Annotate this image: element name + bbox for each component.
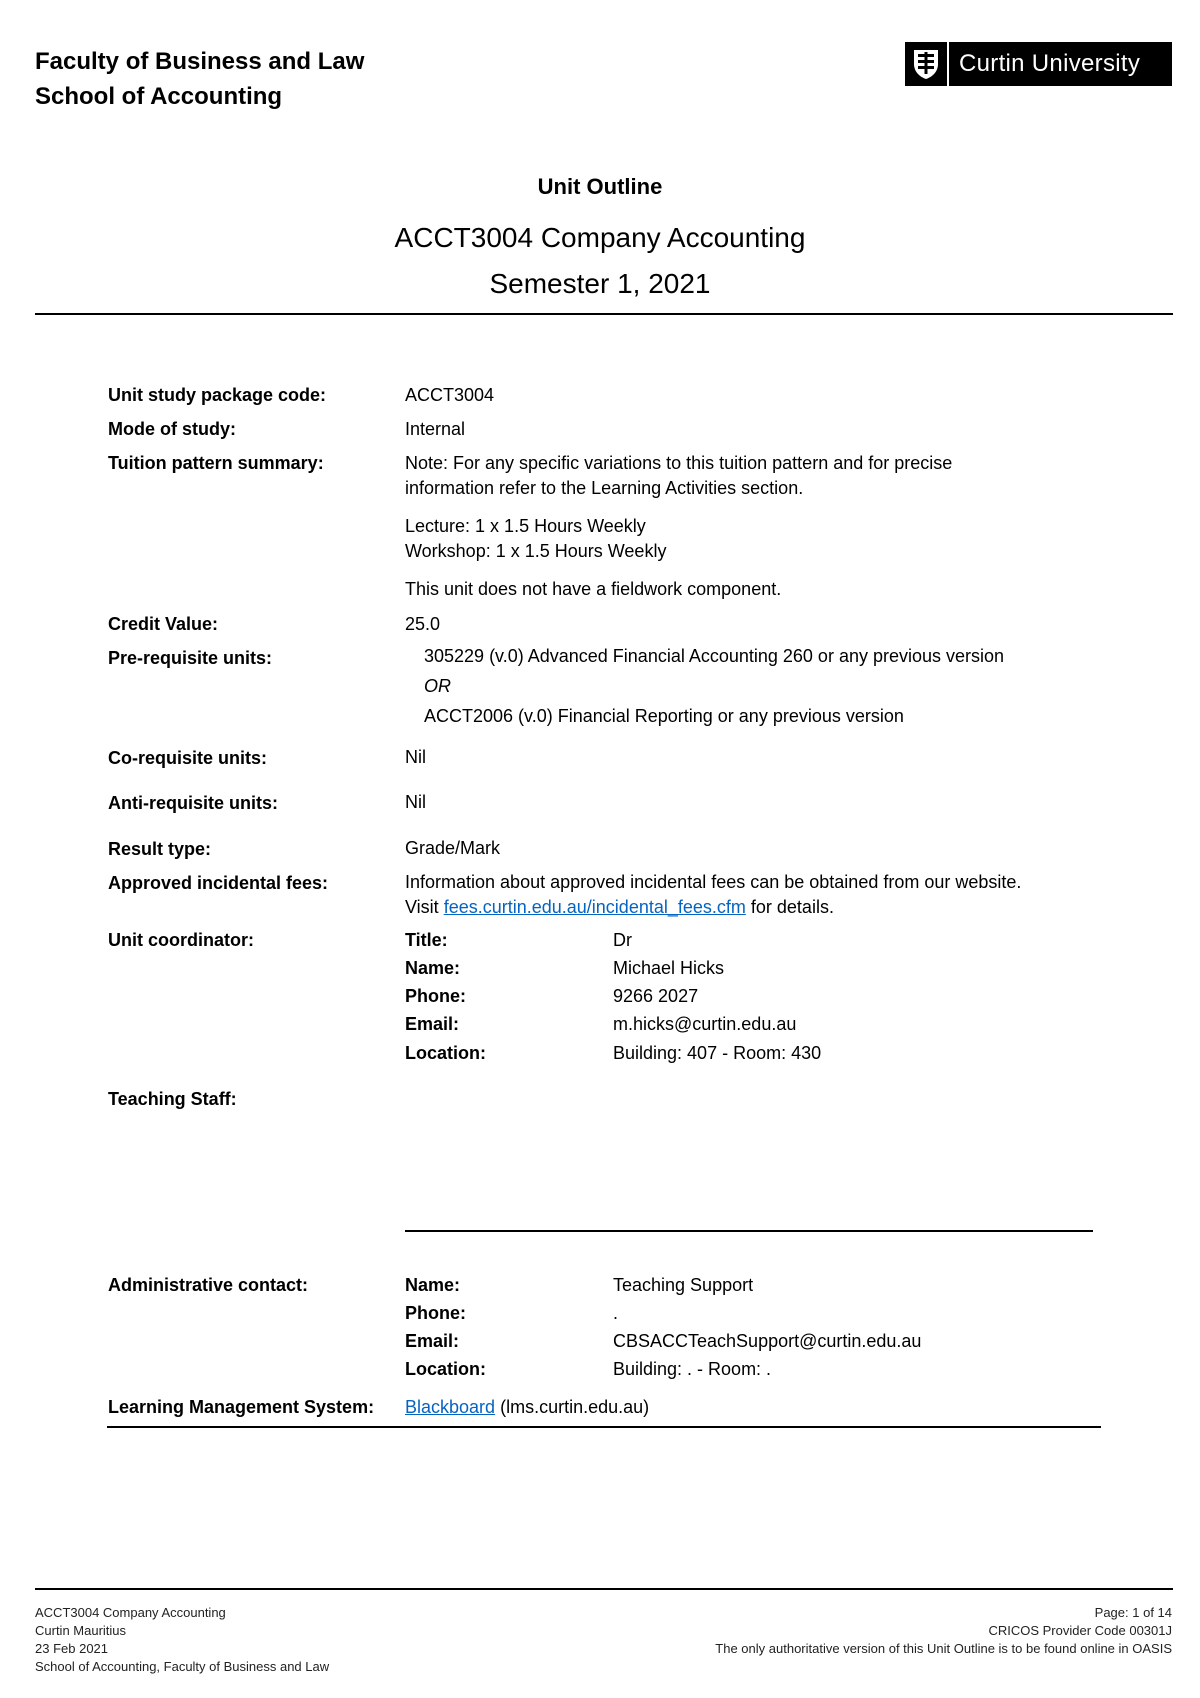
footer-left (35, 1604, 329, 1676)
admin-location: Building: . - Room: . (613, 1359, 772, 1379)
blackboard-link[interactable]: Blackboard (405, 1397, 496, 1417)
footer-unit: ACCT3004 Company Accounting (35, 1605, 226, 1620)
prereq-unit-1: 305229 (v.0) Advanced Financial Accounting 260 or any previous version (424, 646, 1005, 666)
admin-contact-label: Administrative contact: (108, 1275, 309, 1295)
lms-label: Learning Management System: (108, 1397, 375, 1417)
footer-campus: Curtin Mauritius (35, 1623, 127, 1638)
lms-url: (lms.curtin.edu.au) (500, 1397, 650, 1417)
coordinator-name: Michael Hicks (613, 958, 725, 978)
teaching-staff-divider (405, 1230, 1093, 1232)
coordinator-location: Building: 407 - Room: 430 (613, 1043, 822, 1063)
mode-value: Internal (405, 419, 466, 439)
admin-location-label: Location: (405, 1359, 486, 1379)
faculty-school-heading (35, 44, 364, 114)
logo-text: Curtin University (959, 50, 1141, 77)
admin-phone: . (613, 1303, 619, 1323)
fees-info (405, 870, 1021, 920)
coordinator-phone-label: Phone: (405, 986, 466, 1006)
prereq-unit-2: ACCT2006 (v.0) Financial Reporting or any previous version (424, 706, 904, 726)
crest-icon (905, 42, 949, 86)
title-divider (35, 313, 1173, 315)
lecture-pattern: Lecture: 1 x 1.5 Hours Weekly (405, 516, 646, 536)
coordinator-title: Dr (613, 930, 632, 950)
footer-authoritative: The only authoritative version of this Unit Outline is to be found online in OASIS (715, 1641, 1172, 1656)
credit-value: 25.0 (405, 614, 441, 634)
tuition-note-line-2: information refer to the Learning Activities section. (405, 478, 804, 498)
fees-label: Approved incidental fees: (108, 873, 329, 893)
footer-school: School of Accounting, Faculty of Business and Law (35, 1659, 330, 1674)
result-type-label: Result type: (108, 839, 212, 859)
teaching-staff-label: Teaching Staff: (108, 1089, 237, 1109)
antireq-label: Anti-requisite units: (108, 793, 278, 813)
prereq-or: OR (424, 676, 451, 696)
fees-link[interactable]: fees.curtin.edu.au/incidental_fees.cfm (443, 897, 746, 917)
fees-after-text: for details. (750, 897, 834, 917)
footer-date: 23 Feb 2021 (35, 1641, 109, 1656)
fees-visit-line (405, 895, 1021, 920)
credit-label: Credit Value: (108, 614, 219, 634)
footer-page: Page: 1 of 14 (1094, 1605, 1172, 1620)
coreq-value: Nil (405, 747, 426, 767)
coordinator-email-label: Email: (405, 1014, 460, 1034)
fees-visit-text: Visit (405, 897, 439, 917)
footer-cricos: CRICOS Provider Code 00301J (988, 1623, 1172, 1638)
footer-right (715, 1604, 1172, 1658)
coreq-label: Co-requisite units: (108, 748, 268, 768)
admin-email: CBSACCTeachSupport@curtin.edu.au (613, 1331, 922, 1351)
package-code-label: Unit study package code: (108, 385, 327, 405)
antireq-value: Nil (405, 792, 426, 812)
tuition-note-line-1: Note: For any specific variations to this tuition pattern and for precise (405, 453, 953, 473)
tuition-schedule (405, 514, 666, 564)
admin-name: Teaching Support (613, 1275, 754, 1295)
fieldwork-note: This unit does not have a fieldwork component. (405, 579, 782, 599)
school-name: School of Accounting (35, 83, 283, 110)
footer-divider (35, 1588, 1173, 1590)
prereq-label: Pre-requisite units: (108, 648, 273, 668)
semester: Semester 1, 2021 (489, 268, 711, 299)
lms-value (405, 1395, 649, 1420)
document-heading: Unit Outline (537, 174, 663, 199)
coordinator-phone: 9266 2027 (613, 986, 699, 1006)
mode-label: Mode of study: (108, 419, 236, 439)
admin-email-label: Email: (405, 1331, 460, 1351)
coordinator-email: m.hicks@curtin.edu.au (613, 1014, 797, 1034)
coordinator-title-label: Title: (405, 930, 448, 950)
curtin-logo (905, 42, 1172, 86)
coordinator-location-label: Location: (405, 1043, 486, 1063)
faculty-name: Faculty of Business and Law (35, 48, 365, 75)
tuition-note (405, 451, 952, 501)
tuition-label: Tuition pattern summary: (108, 453, 324, 473)
coordinator-label: Unit coordinator: (108, 930, 254, 950)
unit-title: ACCT3004 Company Accounting (394, 222, 806, 253)
admin-name-label: Name: (405, 1275, 461, 1295)
details-bottom-divider (107, 1426, 1101, 1428)
package-code-value: ACCT3004 (405, 385, 495, 405)
admin-phone-label: Phone: (405, 1303, 466, 1323)
result-type-value: Grade/Mark (405, 838, 501, 858)
fees-info-line: Information about approved incidental fees can be obtained from our website. (405, 872, 1022, 892)
workshop-pattern: Workshop: 1 x 1.5 Hours Weekly (405, 541, 667, 561)
coordinator-name-label: Name: (405, 958, 461, 978)
